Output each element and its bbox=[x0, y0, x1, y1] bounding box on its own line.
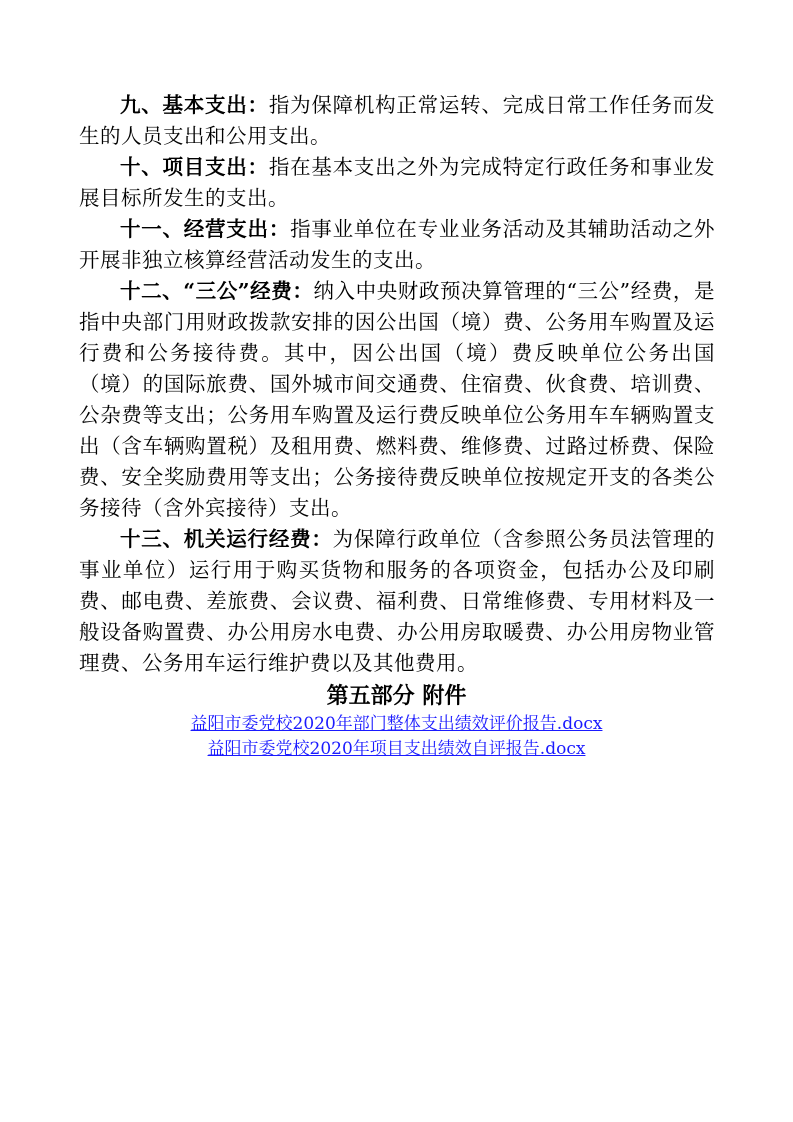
attachment-link-project-self-evaluation[interactable]: 益阳市委党校2020年项目支出绩效自评报告.docx bbox=[207, 739, 586, 759]
term-label: 十、项目支出： bbox=[120, 155, 269, 179]
document-body bbox=[79, 90, 715, 679]
paragraph-agency-operating-funds bbox=[79, 524, 715, 679]
term-definition: 为保障行政单位（含参照公务员法管理的事业单位）运行用于购买货物和服务的各项资金，包括办公及印刷费、邮电费、差旅费、会议费、福利费、日常维修费、专用材料及一般设备购置费、办公用房水电费、办公用房取暖费、办公用房物业管理费、公务用车运行维护费以及其他费用。 bbox=[79, 527, 716, 675]
paragraph-project-expenditure bbox=[79, 152, 715, 214]
paragraph-three-public-funds bbox=[79, 276, 715, 524]
term-definition: 指在基本支出之外为完成特定行政任务和事业发展目标所发生的支出。 bbox=[79, 155, 716, 210]
paragraph-operating-expenditure bbox=[79, 214, 715, 276]
section-title: 第五部分 附件 bbox=[326, 683, 467, 709]
attachment-list bbox=[0, 712, 793, 762]
term-definition: 指为保障机构正常运转、完成日常工作任务而发生的人员支出和公用支出。 bbox=[79, 93, 716, 148]
term-label: 十一、经营支出： bbox=[120, 217, 291, 241]
term-definition: 纳入中央财政预决算管理的“三公”经费，是指中央部门用财政拨款安排的因公出国（境）费、公务用车购置及运行费和公务接待费。其中，因公出国（境）费反映单位公务出国（境）的国际旅费、国外城市间交通费、住宿费、伙食费、培训费、公杂费等支出；公务用车购置及运行费反映单位公务用车车辆购置支出（含车辆购置税）及租用费、燃料费、维修费、过路过桥费、保险费、安全奖励费用等支出；公务接待费反映单位按规定开支的各类公务接待（含外宾接待）支出。 bbox=[79, 279, 715, 520]
attachment-link-overall-evaluation[interactable]: 益阳市委党校2020年部门整体支出绩效评价报告.docx bbox=[190, 714, 603, 734]
term-label: 十二、“三公”经费： bbox=[120, 279, 314, 303]
paragraph-basic-expenditure bbox=[79, 90, 715, 152]
term-label: 九、基本支出： bbox=[120, 93, 269, 117]
term-definition: 指事业单位在专业业务活动及其辅助活动之外开展非独立核算经营活动发生的支出。 bbox=[79, 217, 716, 272]
term-label: 十三、机关运行经费： bbox=[120, 527, 333, 551]
